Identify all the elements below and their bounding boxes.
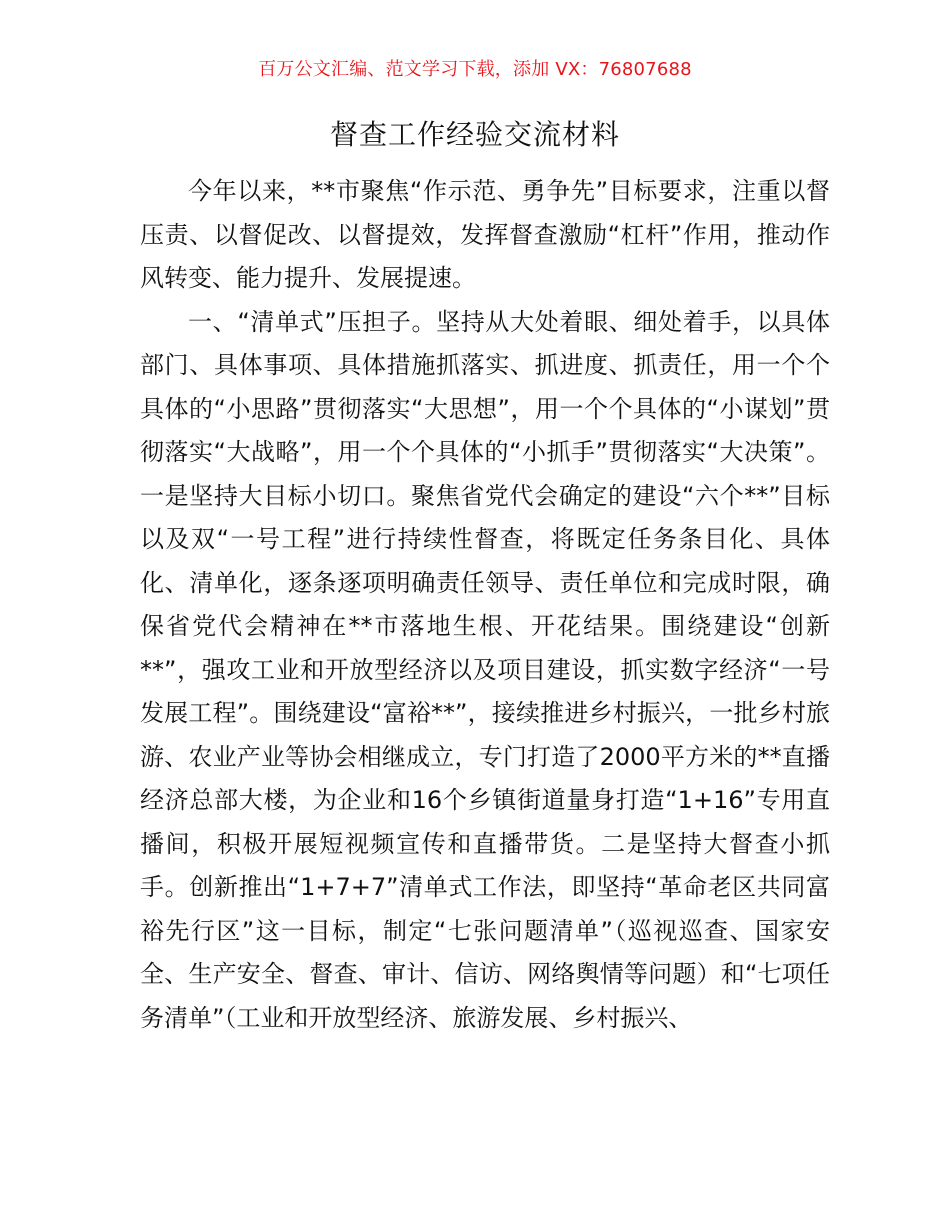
- document-title: 督查工作经验交流材料: [329, 118, 620, 151]
- paragraph-section-one: 一、“清单式”压担子。坚持从大处着眼、细处着手，以具体部门、具体事项、具体措施抓落实、抓进度、抓责任，用一个个具体的“小思路”贯彻落实“大思想”，用一个个具体的“小谋划”贯彻落实“大战略”，用一个个具体的“小抓手”贯彻落实“大决策”。一是坚持大目标小切口。聚焦省党代会确定的建设“六个**”目标以及双“一号工程”进行持续性督查，将既定任务条目化、具体化、清单化，逐条逐项明确责任领导、责任单位和完成时限，确保省党代会精神在**市落地生根、开花结果。围绕建设“创新**”，强攻工业和开放型经济以及项目建设，抓实数字经济“一号发展工程”。围绕建设“富裕**”，接续推进乡村振兴，一批乡村旅游、农业产业等协会相继成立，专门打造了2000平方米的**直播经济总部大楼，为企业和16个乡镇街道量身打造“1+16”专用直播间，积极开展短视频宣传和直播带货。二是坚持大督查小抓手。创新推出“1+7+7”清单式工作法，即坚持“革命老区共同富裕先行区”这一目标，制定“七张问题清单”（巡视巡查、国家安全、生产安全、督查、审计、信访、网络舆情等问题）和“七项任务清单”（工业和开放型经济、旅游发展、乡村振兴、: [140, 307, 830, 1032]
- header-watermark: 百万公文汇编、范文学习下载，添加 VX：76807688: [258, 59, 692, 80]
- paragraph-intro: 今年以来，**市聚焦“作示范、勇争先”目标要求，注重以督压责、以督促改、以督提效，发挥督查激励“杠杆”作用，推动作风转变、能力提升、发展提速。: [140, 177, 830, 292]
- document-body: [140, 170, 830, 1040]
